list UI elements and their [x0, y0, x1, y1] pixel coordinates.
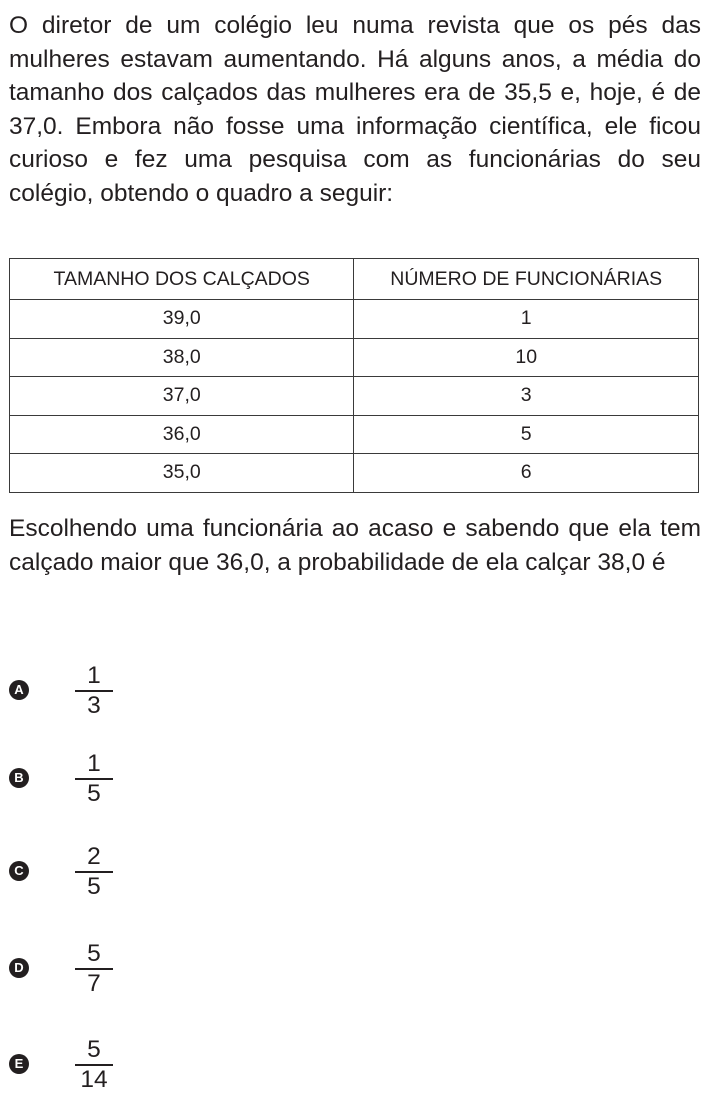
option-b[interactable]	[9, 750, 209, 810]
table-row	[10, 454, 699, 493]
fraction	[75, 750, 113, 808]
table-cell-employee-count: 5	[354, 415, 699, 454]
fraction	[75, 940, 113, 998]
table-cell-shoe-size: 38,0	[10, 338, 354, 377]
table-row	[10, 338, 699, 377]
fraction-numerator: 5	[87, 940, 101, 967]
table-cell-employee-count: 6	[354, 454, 699, 493]
table-row	[10, 300, 699, 339]
option-letter-badge: C	[9, 861, 29, 881]
fraction-denominator: 14	[80, 1066, 108, 1093]
question-text: Escolhendo uma funcionária ao acaso e sabendo que ela tem calçado maior que 36,0, a probabilidade de ela calçar 38,0 é	[9, 515, 701, 576]
option-e[interactable]	[9, 1036, 209, 1096]
shoe-size-table	[9, 258, 699, 493]
option-letter-badge: D	[9, 958, 29, 978]
problem-statement: O diretor de um colégio leu numa revista que os pés das mulheres estavam aumentando. Há alguns anos, a média do tamanho dos calçados das mulheres era de 35,5 e, hoje, é de 37,0. Embora não fosse uma informação científica, ele ficou curioso e fez uma pesquisa com as funcionárias do seu colégio, obtendo o quadro a seguir:	[9, 12, 701, 207]
option-letter-badge: E	[9, 1054, 29, 1074]
fraction-numerator: 2	[87, 843, 101, 870]
fraction-numerator: 5	[87, 1036, 101, 1063]
table-header-row	[10, 259, 699, 300]
fraction-numerator: 1	[87, 662, 101, 689]
table-cell-shoe-size: 37,0	[10, 377, 354, 416]
fraction-denominator: 7	[87, 970, 101, 997]
table-cell-shoe-size: 35,0	[10, 454, 354, 493]
fraction	[75, 1036, 113, 1094]
fraction-numerator: 1	[87, 750, 101, 777]
table-row	[10, 377, 699, 416]
column-header-shoe-size: TAMANHO DOS CALÇADOS	[10, 259, 354, 300]
fraction-denominator: 5	[87, 780, 101, 807]
option-c[interactable]	[9, 843, 209, 903]
table-row	[10, 415, 699, 454]
option-a[interactable]	[9, 662, 209, 722]
table-cell-employee-count: 10	[354, 338, 699, 377]
table-cell-employee-count: 1	[354, 300, 699, 339]
fraction-denominator: 3	[87, 692, 101, 719]
fraction	[75, 662, 113, 720]
column-header-employee-count: NÚMERO DE FUNCIONÁRIAS	[354, 259, 699, 300]
fraction-denominator: 5	[87, 873, 101, 900]
table-cell-shoe-size: 36,0	[10, 415, 354, 454]
fraction	[75, 843, 113, 901]
table-cell-employee-count: 3	[354, 377, 699, 416]
option-letter-badge: A	[9, 680, 29, 700]
option-d[interactable]	[9, 940, 209, 1000]
option-letter-badge: B	[9, 768, 29, 788]
table-cell-shoe-size: 39,0	[10, 300, 354, 339]
